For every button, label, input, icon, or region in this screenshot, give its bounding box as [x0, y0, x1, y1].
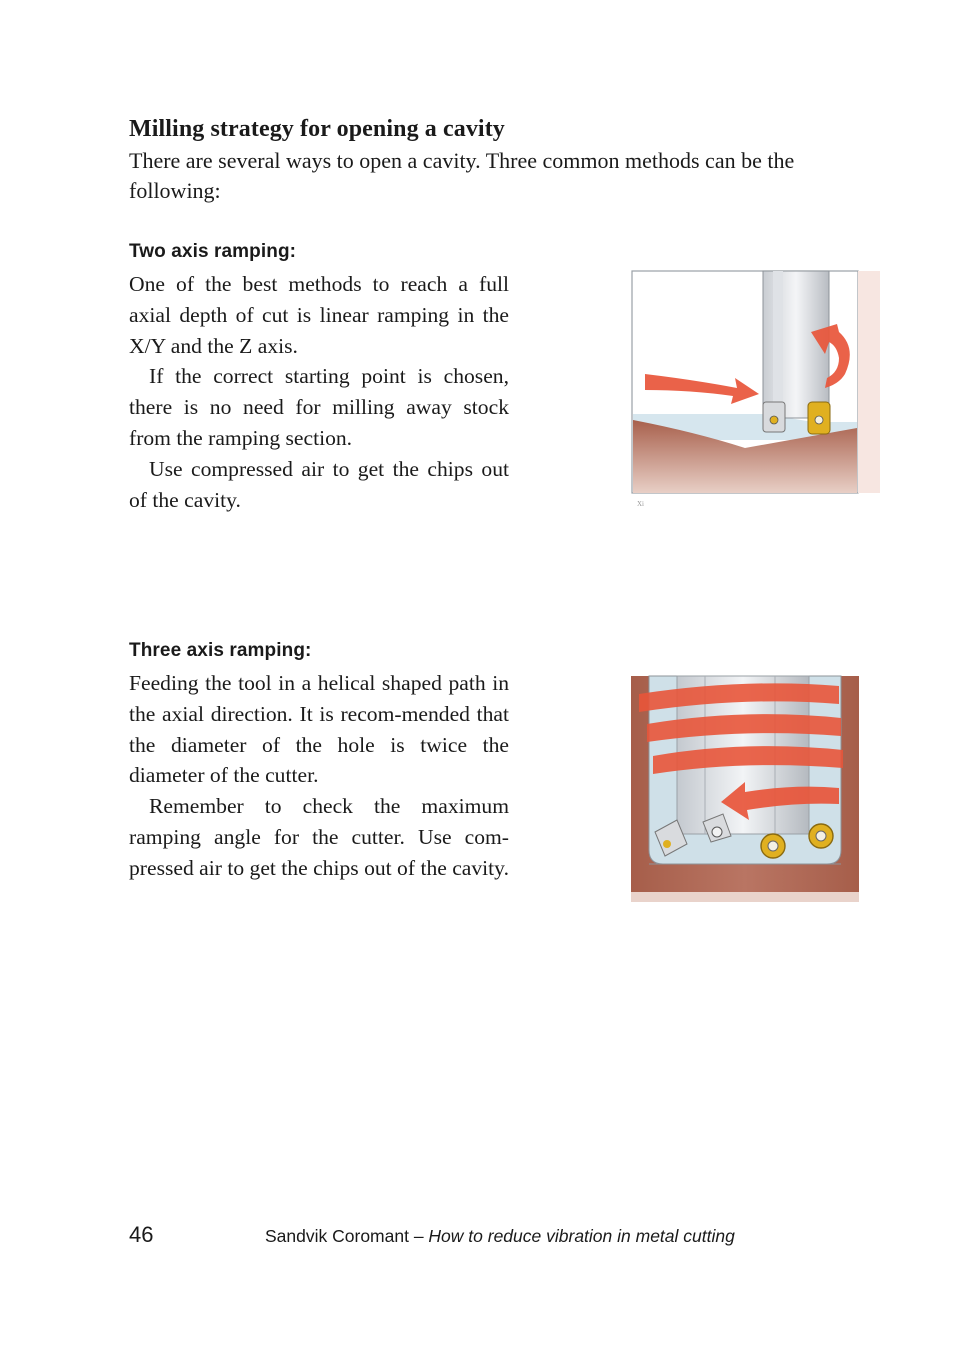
paragraph: If the correct starting point is chosen, there is no need for milling away stock from the ramping section.: [129, 364, 509, 450]
page-number: 46: [129, 1222, 154, 1247]
section-heading-three-axis: Three axis ramping:: [129, 640, 312, 661]
three-axis-ramping-illustration: [625, 664, 865, 909]
section-body-three-axis: [129, 668, 509, 884]
two-axis-ramping-illustration: [625, 262, 880, 510]
paragraph: One of the best methods to reach a full axial depth of cut is linear ramping in the X/Y and the Z axis.: [129, 272, 509, 358]
running-footer: [265, 1226, 735, 1247]
paragraph: Remember to check the maximum ramping angle for the cutter. Use com-pressed air to get the chips out of the cavity.: [129, 794, 509, 880]
svg-text:Xi: Xi: [637, 500, 644, 508]
page-title: Milling strategy for opening a cavity: [129, 116, 505, 142]
section-body-two-axis: [129, 269, 509, 515]
footer-book-title: How to reduce vibration in metal cutting: [428, 1226, 735, 1246]
paragraph: Use compressed air to get the chips out of the cavity.: [129, 456, 509, 512]
footer-publisher: Sandvik Coromant –: [265, 1226, 429, 1246]
intro-paragraph: There are several ways to open a cavity. Three common methods can be the following:: [129, 148, 795, 203]
paragraph: Feeding the tool in a helical shaped path in the axial direction. It is recom-mended that the diameter of the hole is twice the diameter of the cutter.: [129, 671, 509, 788]
section-heading-two-axis: Two axis ramping:: [129, 241, 297, 262]
